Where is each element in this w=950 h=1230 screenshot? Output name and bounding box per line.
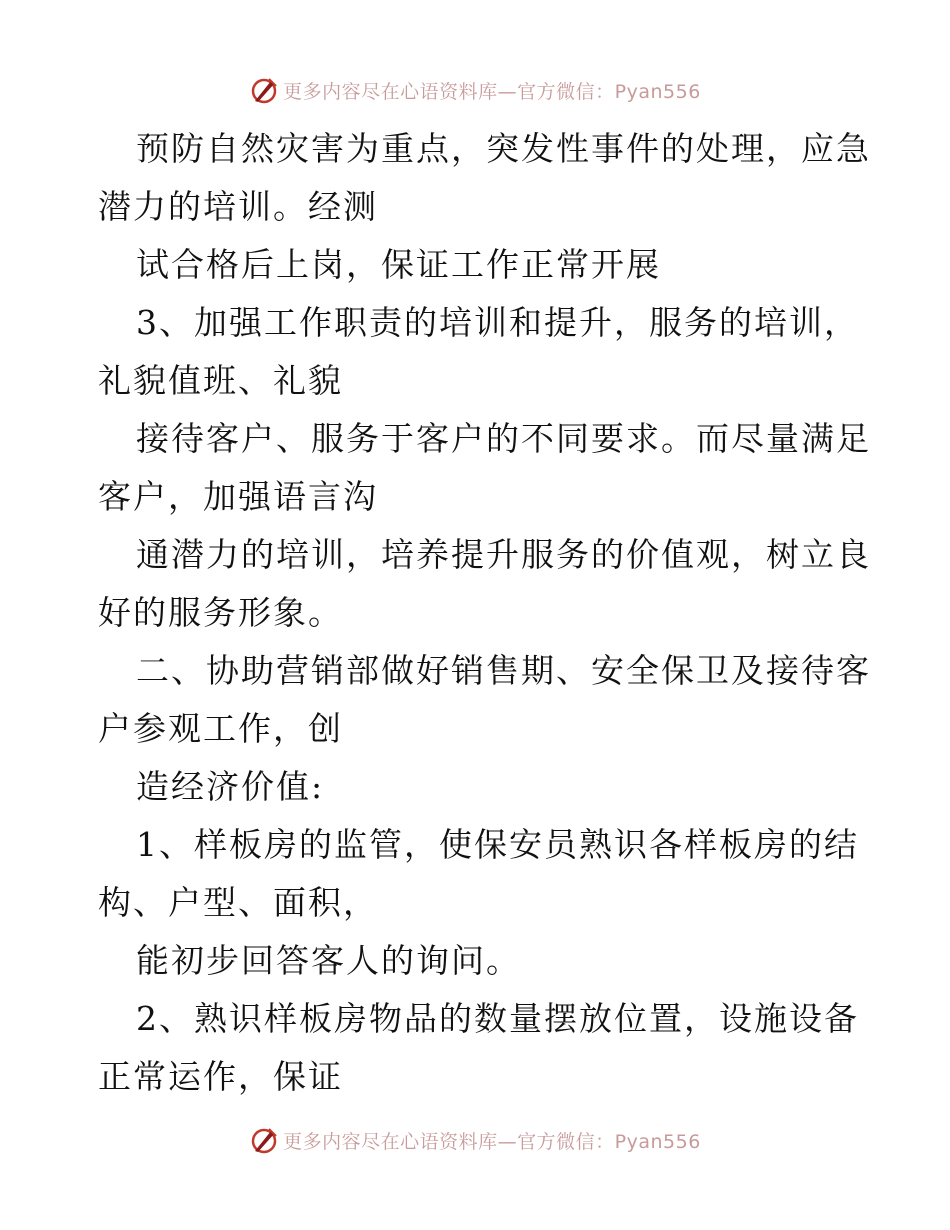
text-line: 预防自然灾害为重点，突发性事件的处理，应急 [136, 129, 871, 168]
text-line: 二、协助营销部做好销售期、安全保卫及接待客 [136, 651, 871, 690]
text-line: 试合格后上岗，保证工作正常开展 [136, 245, 661, 284]
text-line: 能初步回答客人的询问。 [136, 941, 521, 980]
text-line: 3、加强工作职责的培训和提升，服务的培训， [136, 303, 859, 342]
text-line: 2、熟识样板房物品的数量摆放位置，设施设备 [136, 999, 859, 1038]
quill-pen-logo-icon [249, 1125, 279, 1155]
text-line: 礼貌值班、礼貌 [98, 361, 343, 400]
header-watermark [0, 70, 950, 110]
header-watermark-text: 更多内容尽在心语资料库—官方微信：Pyan556 [283, 80, 701, 103]
text-line: 正常运作，保证 [98, 1057, 343, 1096]
text-line: 造经济价值: [136, 767, 325, 806]
footer-watermark [0, 1120, 950, 1160]
document-body [98, 120, 871, 1106]
text-line: 构、户型、面积， [98, 883, 378, 922]
text-line: 好的服务形象。 [98, 593, 343, 632]
footer-watermark-text: 更多内容尽在心语资料库—官方微信：Pyan556 [283, 1130, 701, 1153]
text-line: 1、样板房的监管，使保安员熟识各样板房的结 [136, 825, 859, 864]
text-line: 潜力的培训。经测 [98, 187, 378, 226]
text-line: 接待客户、服务于客户的不同要求。而尽量满足 [136, 419, 871, 458]
text-line: 户参观工作，创 [98, 709, 343, 748]
quill-pen-logo-icon [249, 75, 279, 105]
text-line: 客户，加强语言沟 [98, 477, 378, 516]
text-line: 通潜力的培训，培养提升服务的价值观，树立良 [136, 535, 871, 574]
